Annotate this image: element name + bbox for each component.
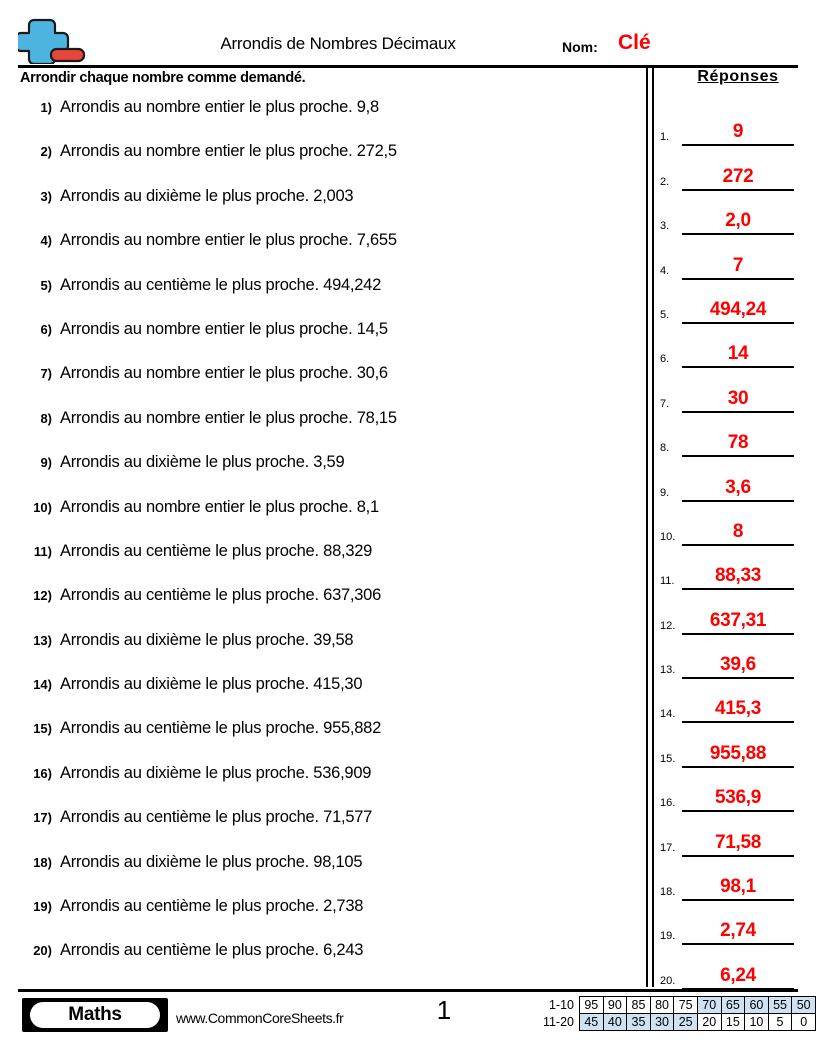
question-text: Arrondis au nombre entier le plus proche. 30,6 <box>60 364 388 383</box>
answer-row <box>660 413 808 457</box>
answer-number: 14. <box>660 708 676 721</box>
answer-number: 2. <box>660 175 670 188</box>
answer-number: 16. <box>660 797 676 810</box>
answer-number: 12. <box>660 619 676 632</box>
subject-label: Maths <box>30 1002 160 1028</box>
question-text: Arrondis au dixième le plus proche. 98,105 <box>60 852 363 871</box>
score-cell: 15 <box>721 1014 745 1031</box>
question-number: 8) <box>40 410 52 426</box>
answer-number: 3. <box>660 220 670 233</box>
answer-row <box>660 546 808 590</box>
question-row <box>18 451 638 495</box>
question-text: Arrondis au centième le plus proche. 2,738 <box>60 897 364 916</box>
question-row <box>18 584 638 628</box>
score-cell: 65 <box>721 997 745 1014</box>
score-cell: 10 <box>745 1014 769 1031</box>
answer-value: 88,33 <box>714 565 762 587</box>
answer-value: 272 <box>722 165 754 187</box>
question-row <box>18 806 638 850</box>
score-cell: 90 <box>603 997 627 1014</box>
score-cell: 80 <box>650 997 674 1014</box>
question-row <box>18 185 638 229</box>
question-row <box>18 274 638 318</box>
score-cell: 40 <box>603 1014 627 1031</box>
question-text: Arrondis au centième le plus proche. 88,329 <box>60 541 373 560</box>
answer-value: 9 <box>732 121 744 143</box>
question-text: Arrondis au nombre entier le plus proche. 9,8 <box>60 98 379 116</box>
score-table-row <box>535 1014 816 1031</box>
question-row <box>18 96 638 140</box>
answer-row <box>660 324 808 368</box>
question-number: 1) <box>40 100 52 115</box>
answer-number: 6. <box>660 353 670 366</box>
question-text: Arrondis au nombre entier le plus proche. 8,1 <box>60 497 379 516</box>
score-cell: 35 <box>627 1014 651 1031</box>
score-cell: 45 <box>579 1014 603 1031</box>
answer-value: 8 <box>732 520 744 542</box>
question-row <box>18 851 638 895</box>
answer-number: 8. <box>660 442 670 455</box>
answer-row <box>660 945 808 989</box>
answers-column <box>660 68 808 990</box>
answer-number: 4. <box>660 264 670 277</box>
score-cell: 5 <box>768 1014 792 1031</box>
name-value: Clé <box>618 31 651 54</box>
question-text: Arrondis au nombre entier le plus proche. 14,5 <box>60 319 388 338</box>
plus-minus-logo-icon <box>18 16 90 64</box>
question-number: 16) <box>33 765 52 781</box>
question-number: 12) <box>33 588 52 604</box>
score-cell: 25 <box>674 1014 698 1031</box>
question-text: Arrondis au dixième le plus proche. 2,003 <box>60 186 354 205</box>
question-row <box>18 629 638 673</box>
answer-value: 98,1 <box>720 876 756 898</box>
score-cell: 20 <box>697 1014 721 1031</box>
question-text: Arrondis au centième le plus proche. 494,242 <box>60 275 382 294</box>
answer-row <box>660 590 808 634</box>
question-number: 6) <box>40 321 52 337</box>
question-row <box>18 318 638 362</box>
site-url-text: www.CommonCoreSheets.fr <box>176 1010 344 1026</box>
question-number: 7) <box>40 366 52 382</box>
subject-badge <box>22 998 168 1032</box>
answer-value: 494,24 <box>709 298 767 320</box>
question-number: 11) <box>33 543 52 559</box>
question-row <box>18 895 638 939</box>
answers-heading: Réponses <box>697 68 779 85</box>
answer-number: 17. <box>660 841 676 854</box>
answer-row <box>660 102 808 146</box>
answer-number: 5. <box>660 308 670 321</box>
answer-number: 9. <box>660 486 670 499</box>
answer-row <box>660 191 808 235</box>
question-text: Arrondis au centième le plus proche. 6,243 <box>60 941 364 960</box>
page-title: Arrondis de Nombres Décimaux <box>220 34 456 53</box>
answer-row <box>660 368 808 412</box>
question-number: 17) <box>33 810 52 826</box>
score-cell: 50 <box>792 997 816 1014</box>
answer-row <box>660 812 808 856</box>
question-number: 19) <box>33 899 52 915</box>
question-number: 14) <box>33 677 52 693</box>
page-number: 1 <box>436 995 452 1025</box>
answer-number: 18. <box>660 886 676 899</box>
answer-value: 955,88 <box>709 742 767 764</box>
answer-row <box>660 457 808 501</box>
questions-list <box>18 96 638 984</box>
score-cell: 0 <box>792 1014 816 1031</box>
column-divider-line-left <box>646 66 648 987</box>
answer-value: 637,31 <box>709 609 767 631</box>
answer-value: 71,58 <box>714 831 762 853</box>
answer-number: 15. <box>660 752 676 765</box>
score-scale-table <box>535 996 816 1031</box>
question-number: 3) <box>40 188 52 204</box>
question-text: Arrondis au dixième le plus proche. 415,30 <box>60 675 363 694</box>
answer-value: 39,6 <box>720 654 756 676</box>
question-row <box>18 140 638 184</box>
answer-number: 20. <box>660 974 676 987</box>
question-row <box>18 229 638 273</box>
answer-value: 415,3 <box>714 698 762 720</box>
score-table-body <box>535 997 816 1031</box>
question-text: Arrondis au nombre entier le plus proche. 7,655 <box>60 231 397 250</box>
answer-value: 30 <box>727 387 749 409</box>
answer-number: 13. <box>660 664 676 677</box>
answer-row <box>660 768 808 812</box>
instruction-text: Arrondir chaque nombre comme demandé. <box>20 70 306 86</box>
answer-row <box>660 146 808 190</box>
question-number: 15) <box>33 721 52 737</box>
answer-value: 3,6 <box>725 476 751 498</box>
question-row <box>18 362 638 406</box>
answer-row <box>660 635 808 679</box>
answer-value: 536,9 <box>714 787 762 809</box>
answer-number: 7. <box>660 397 670 410</box>
question-row <box>18 496 638 540</box>
footer-divider-rule <box>18 989 798 992</box>
question-text: Arrondis au nombre entier le plus proche. 272,5 <box>60 142 397 161</box>
answer-value: 78 <box>727 432 749 454</box>
question-row <box>18 673 638 717</box>
question-row <box>18 540 638 584</box>
question-row <box>18 717 638 761</box>
score-row-label: 11-20 <box>542 1015 574 1029</box>
answer-value: 2,0 <box>725 210 751 232</box>
answer-number: 1. <box>660 131 670 144</box>
answers-list <box>660 102 808 990</box>
question-number: 10) <box>33 499 52 515</box>
answer-row <box>660 235 808 279</box>
question-row <box>18 939 638 983</box>
answer-row <box>660 901 808 945</box>
score-cell: 55 <box>768 997 792 1014</box>
answer-row <box>660 679 808 723</box>
score-row-label: 1-10 <box>548 998 574 1012</box>
question-number: 4) <box>40 233 52 249</box>
question-number: 9) <box>40 455 52 471</box>
score-cell: 95 <box>579 997 603 1014</box>
question-text: Arrondis au centième le plus proche. 955,882 <box>60 719 382 738</box>
answer-value: 7 <box>732 254 744 276</box>
answer-number: 10. <box>660 530 676 543</box>
answer-row <box>660 723 808 767</box>
score-cell: 60 <box>745 997 769 1014</box>
page-header <box>18 14 798 66</box>
question-number: 18) <box>33 854 52 870</box>
name-label: Nom: <box>562 39 598 55</box>
answer-value: 2,74 <box>720 920 756 942</box>
question-text: Arrondis au centième le plus proche. 637,306 <box>60 586 382 605</box>
answer-number: 19. <box>660 930 676 943</box>
question-row <box>18 762 638 806</box>
question-text: Arrondis au dixième le plus proche. 39,58 <box>60 630 354 649</box>
question-number: 5) <box>40 277 52 293</box>
question-row <box>18 407 638 451</box>
question-text: Arrondis au nombre entier le plus proche. 78,15 <box>60 408 397 427</box>
question-number: 20) <box>33 943 52 959</box>
score-table-row <box>535 997 816 1014</box>
answer-row <box>660 280 808 324</box>
question-text: Arrondis au centième le plus proche. 71,577 <box>60 808 373 827</box>
score-cell: 75 <box>674 997 698 1014</box>
answer-row <box>660 502 808 546</box>
answer-row <box>660 857 808 901</box>
question-number: 2) <box>40 144 52 160</box>
answer-number: 11. <box>660 575 675 588</box>
question-text: Arrondis au dixième le plus proche. 536,909 <box>60 763 372 782</box>
column-divider-line-right <box>652 66 654 987</box>
question-text: Arrondis au dixième le plus proche. 3,59 <box>60 453 345 472</box>
score-cell: 30 <box>650 1014 674 1031</box>
question-number: 13) <box>33 632 52 648</box>
score-cell: 70 <box>697 997 721 1014</box>
answer-value: 6,24 <box>720 964 756 986</box>
answer-value: 14 <box>727 343 749 365</box>
score-cell: 85 <box>627 997 651 1014</box>
